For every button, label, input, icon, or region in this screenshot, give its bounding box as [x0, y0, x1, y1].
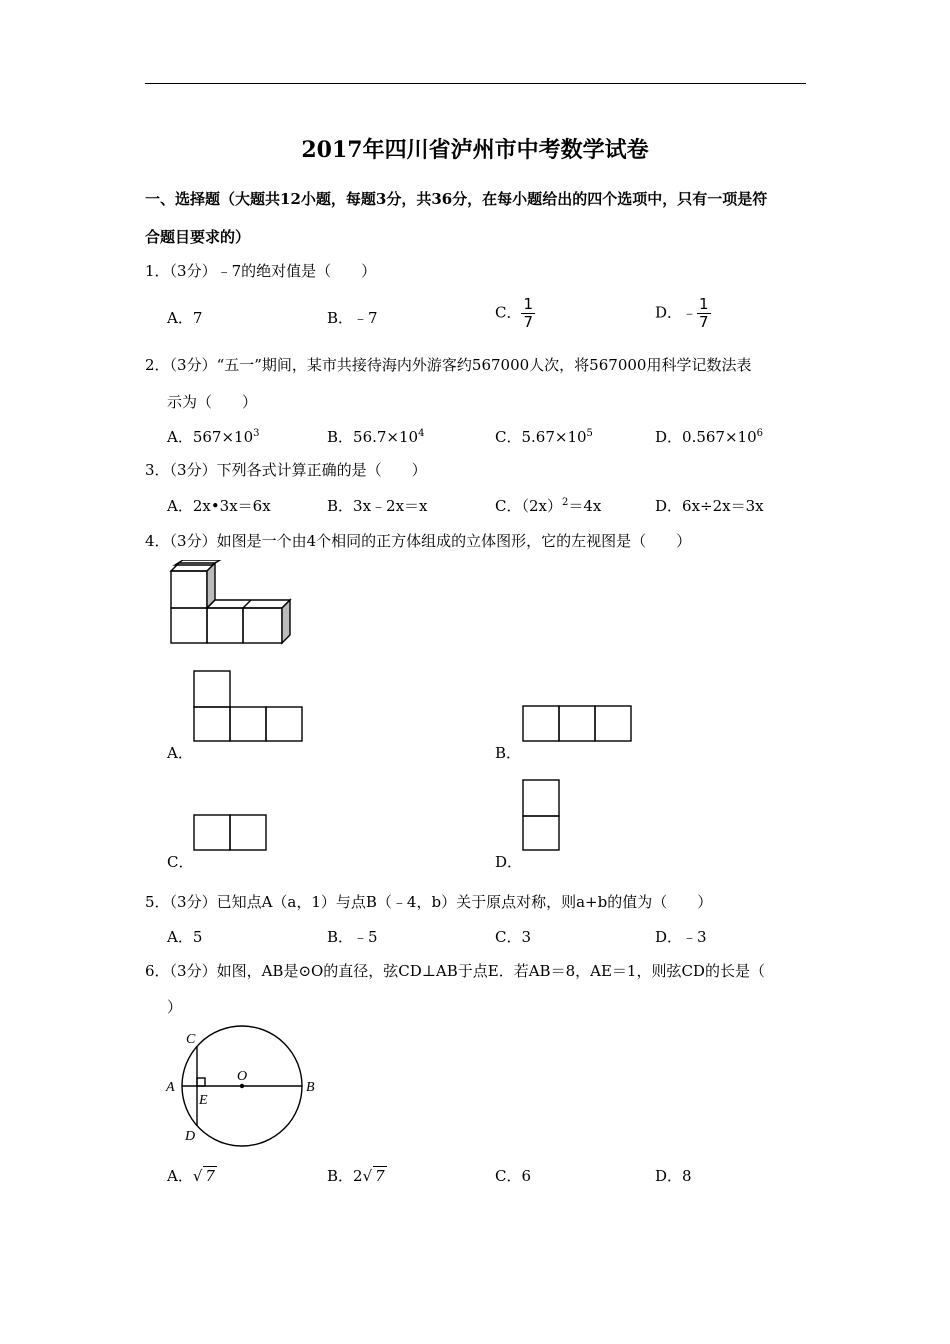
- label-c: C: [186, 1032, 196, 1047]
- q6-option-c: C．6: [495, 1167, 532, 1185]
- q3-option-b: B．3x﹣2x＝x: [327, 497, 428, 515]
- q5-option-d: D．﹣3: [655, 928, 707, 946]
- q1-option-c-fraction: [521, 296, 535, 331]
- q2-option-a: [167, 426, 260, 447]
- header-rule: [145, 83, 806, 84]
- page-title: 2017年四川省泸州市中考数学试卷: [301, 137, 649, 163]
- q1-option-c: [495, 296, 535, 331]
- center-point: [240, 1084, 244, 1088]
- top-cube-front-face: [171, 571, 207, 608]
- q3-stem: 3．（3分）下列各式计算正确的是（ ）: [145, 461, 427, 479]
- q4-option-d: D．: [495, 853, 523, 871]
- q4-option-c-figure: [192, 813, 268, 853]
- b-square-3: [595, 706, 631, 741]
- a-bottom-square-2: [230, 707, 266, 741]
- q6-option-a: A．√ 7: [167, 1167, 215, 1185]
- q3-option-a: A．2x•3x＝6x: [167, 497, 271, 515]
- label-d: D: [185, 1129, 196, 1144]
- q6-option-b-radicand: 7: [375, 1167, 385, 1185]
- q4-option-d-figure: [521, 778, 561, 853]
- q6-option-b: B．2√ 7: [327, 1167, 385, 1185]
- b-square-1: [523, 706, 559, 741]
- q3-option-c-exp: 2: [561, 497, 569, 508]
- q2-option-b-exp: 4: [418, 428, 425, 439]
- q3-option-c-post: ＝4x: [568, 497, 602, 515]
- q2-option-d: [655, 426, 763, 447]
- b-square-2: [559, 706, 595, 741]
- a-bottom-square-1: [194, 707, 230, 741]
- q1-d-denominator: 7: [699, 313, 709, 331]
- q5-stem: 5．（3分）已知点A（a，1）与点B（﹣4，b）关于原点对称，则a+b的值为（ ）: [145, 893, 713, 911]
- c-square-1: [194, 815, 230, 850]
- q6-option-a-radicand: 7: [205, 1167, 215, 1185]
- q1-option-c-label: C．: [495, 303, 522, 322]
- label-b: B: [306, 1080, 315, 1095]
- q2-stem-line2: 示为（ ）: [167, 393, 258, 411]
- bottom-cube-side-face: [282, 600, 290, 643]
- bottom-row-roof-divider: [243, 600, 251, 608]
- right-angle-mark: [197, 1078, 205, 1086]
- section-heading-line1: 一、选择题（大题共12小题，每题3分，共36分，在每小题给出的四个选项中，只有一项是符: [145, 190, 768, 208]
- q2-option-a-base: A．567×10: [167, 428, 254, 446]
- q4-option-b-figure: [521, 704, 633, 744]
- q5-option-a: A．5: [167, 928, 203, 946]
- q3-option-c: [495, 495, 601, 516]
- q1-option-b: B．﹣7: [327, 309, 378, 327]
- q1-option-d-label: D．: [655, 303, 683, 322]
- c-square-2: [230, 815, 266, 850]
- bottom-row-roof: [207, 600, 290, 608]
- q1-d-numerator: 1: [699, 295, 709, 313]
- section-heading-line2: 合题目要求的）: [145, 228, 251, 246]
- d-square-bottom: [523, 816, 559, 850]
- bottom-cube-2: [207, 608, 243, 643]
- q1-stem: 1．（3分）﹣7的绝对值是（ ）: [145, 262, 377, 280]
- q2-stem-line1: 2．（3分）“五一”期间，某市共接待海内外游客约567000人次，将567000用科学记数法表: [145, 356, 752, 374]
- q3-option-c-pre: C．（2x）: [495, 497, 562, 515]
- q5-option-b: B．﹣5: [327, 928, 378, 946]
- q1-option-d-sign: ﹣: [682, 303, 698, 322]
- q4-option-b: B．: [495, 744, 522, 762]
- q1-option-d-fraction: [697, 296, 711, 331]
- q1-option-a: A．7: [167, 309, 203, 327]
- bottom-cube-3: [243, 608, 282, 643]
- q3-option-d: D．6x÷2x＝3x: [655, 497, 764, 515]
- q1-c-denominator: 7: [523, 313, 534, 331]
- a-top-square: [194, 671, 230, 707]
- label-o: O: [237, 1069, 248, 1084]
- q2-option-a-exp: 3: [253, 428, 260, 439]
- q1-c-numerator: 1: [523, 295, 534, 313]
- q6-stem-line2: ）: [167, 998, 183, 1016]
- q4-stem: 4．（3分）如图是一个由4个相同的正方体组成的立体图形，它的左视图是（ ）: [145, 532, 692, 550]
- q1-option-d: [655, 296, 711, 331]
- q2-option-b: [327, 426, 424, 447]
- q4-cube-figure: [160, 560, 300, 646]
- q2-option-d-base: D．0.567×10: [655, 428, 757, 446]
- q2-option-c-exp: 5: [586, 428, 593, 439]
- q6-option-d: D．8: [655, 1167, 692, 1185]
- q6-option-a-label: A．: [167, 1167, 193, 1185]
- label-e: E: [199, 1093, 208, 1108]
- q2-option-c: [495, 426, 593, 447]
- q6-option-b-label: B．2: [327, 1167, 363, 1185]
- d-square-top: [523, 780, 559, 816]
- q5-option-c: C．3: [495, 928, 532, 946]
- a-bottom-square-3: [266, 707, 302, 741]
- q2-option-d-exp: 6: [756, 428, 763, 439]
- q4-option-c: C．: [167, 853, 194, 871]
- q4-option-a-figure: [192, 669, 304, 744]
- q4-option-a: A．: [167, 744, 193, 762]
- q6-stem-line1: 6．（3分）如图，AB是⊙O的直径，弦CD⊥AB于点E．若AB＝8，AE＝1，则弦CD的长是（: [145, 962, 765, 980]
- q2-option-b-base: B．56.7×10: [327, 428, 419, 446]
- q6-circle-figure: [160, 1022, 325, 1152]
- label-a: A: [166, 1080, 175, 1095]
- bottom-cube-1: [171, 608, 207, 643]
- q2-option-c-base: C．5.67×10: [495, 428, 587, 446]
